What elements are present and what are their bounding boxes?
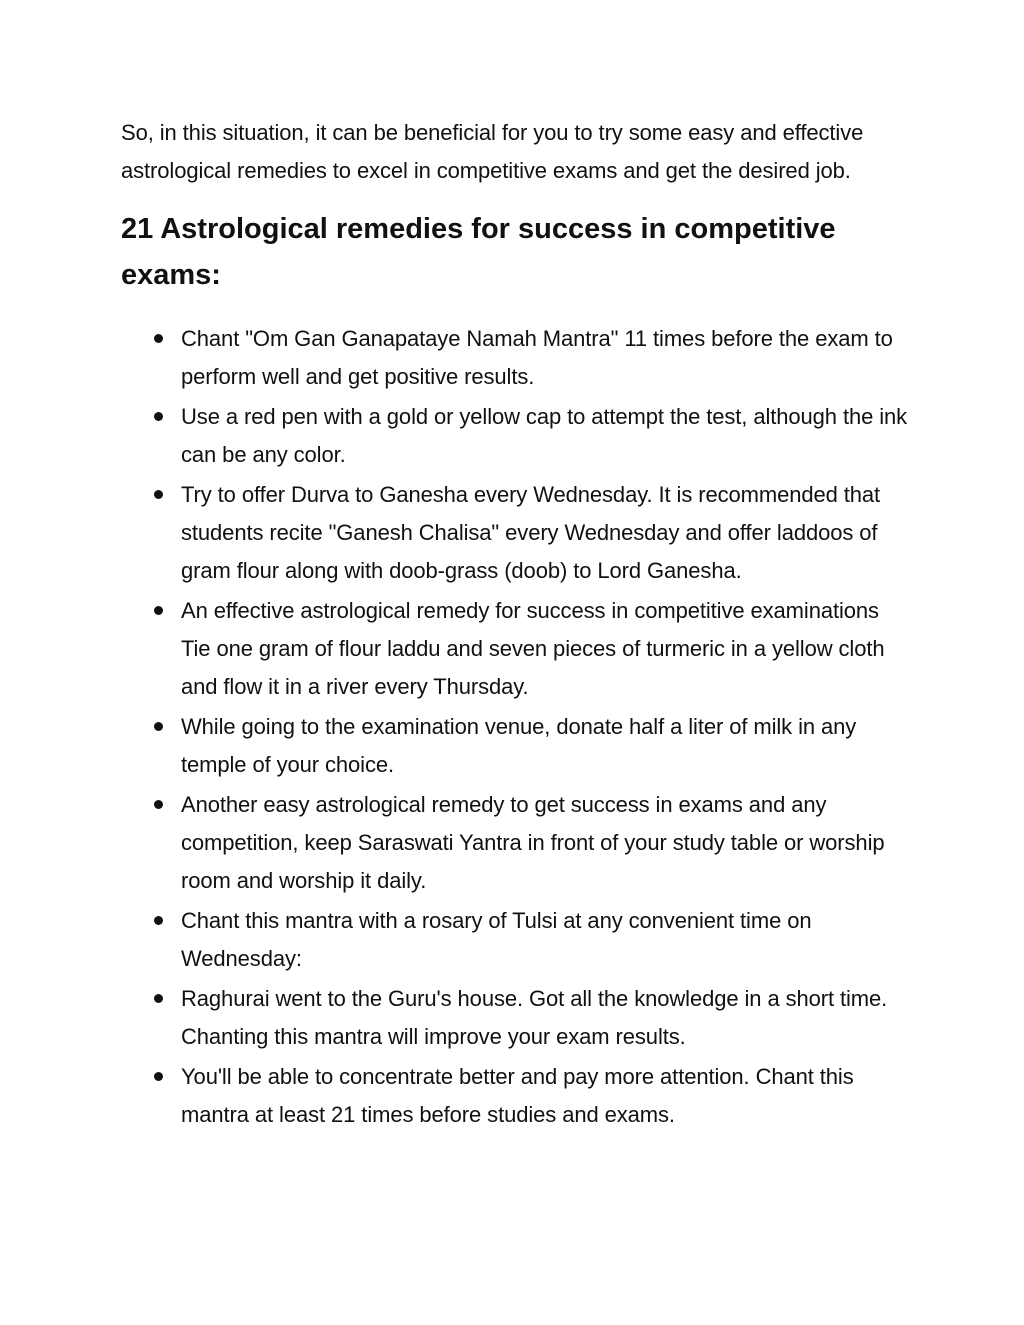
list-item-text: Chant this mantra with a rosary of Tulsi at any convenient time on Wednesday: bbox=[181, 908, 812, 971]
document-content bbox=[121, 114, 911, 1136]
bullet-icon bbox=[154, 1072, 163, 1081]
list-item-text: Chant "Om Gan Ganapataye Namah Mantra" 11 times before the exam to perform well and get positive results. bbox=[181, 326, 893, 389]
bullet-icon bbox=[154, 722, 163, 731]
bullet-icon bbox=[154, 334, 163, 343]
list-item bbox=[121, 980, 911, 1056]
section-heading: 21 Astrological remedies for success in competitive exams: bbox=[121, 213, 836, 291]
list-item bbox=[121, 1058, 911, 1134]
list-item-text: While going to the examination venue, donate half a liter of milk in any temple of your choice. bbox=[181, 714, 857, 777]
list-item-text: Another easy astrological remedy to get success in exams and any competition, keep Saraswati Yantra in front of your study table or worship room and worship it daily. bbox=[181, 792, 885, 893]
list-item bbox=[121, 476, 911, 590]
list-item-text: An effective astrological remedy for success in competitive examinations Tie one gram of flour laddu and seven pieces of turmeric in a yellow cloth and flow it in a river every Thursday. bbox=[181, 598, 885, 699]
bullet-icon bbox=[154, 800, 163, 809]
bullet-icon bbox=[154, 606, 163, 615]
list-item-text: Use a red pen with a gold or yellow cap to attempt the test, although the ink can be any color. bbox=[181, 404, 908, 467]
list-item bbox=[121, 786, 911, 900]
bullet-icon bbox=[154, 916, 163, 925]
bullet-icon bbox=[154, 412, 163, 421]
list-item-text: Raghurai went to the Guru's house. Got all the knowledge in a short time. Chanting this mantra will improve your exam results. bbox=[181, 986, 888, 1049]
intro-paragraph: So, in this situation, it can be beneficial for you to try some easy and effective astrological remedies to excel in competitive exams and get the desired job. bbox=[121, 120, 864, 183]
list-item-text: Try to offer Durva to Ganesha every Wednesday. It is recommended that students recite "Ganesh Chalisa" every Wednesday and offer laddoos of gram flour along with doob-grass (doob) to Lord Ganesha. bbox=[181, 482, 881, 583]
bullet-icon bbox=[154, 994, 163, 1003]
list-item bbox=[121, 398, 911, 474]
list-item bbox=[121, 592, 911, 706]
list-item bbox=[121, 320, 911, 396]
bullet-icon bbox=[154, 490, 163, 499]
remedies-list bbox=[121, 320, 911, 1134]
list-item bbox=[121, 902, 911, 978]
list-item bbox=[121, 708, 911, 784]
list-item-text: You'll be able to concentrate better and pay more attention. Chant this mantra at least 21 times before studies and exams. bbox=[181, 1064, 854, 1127]
